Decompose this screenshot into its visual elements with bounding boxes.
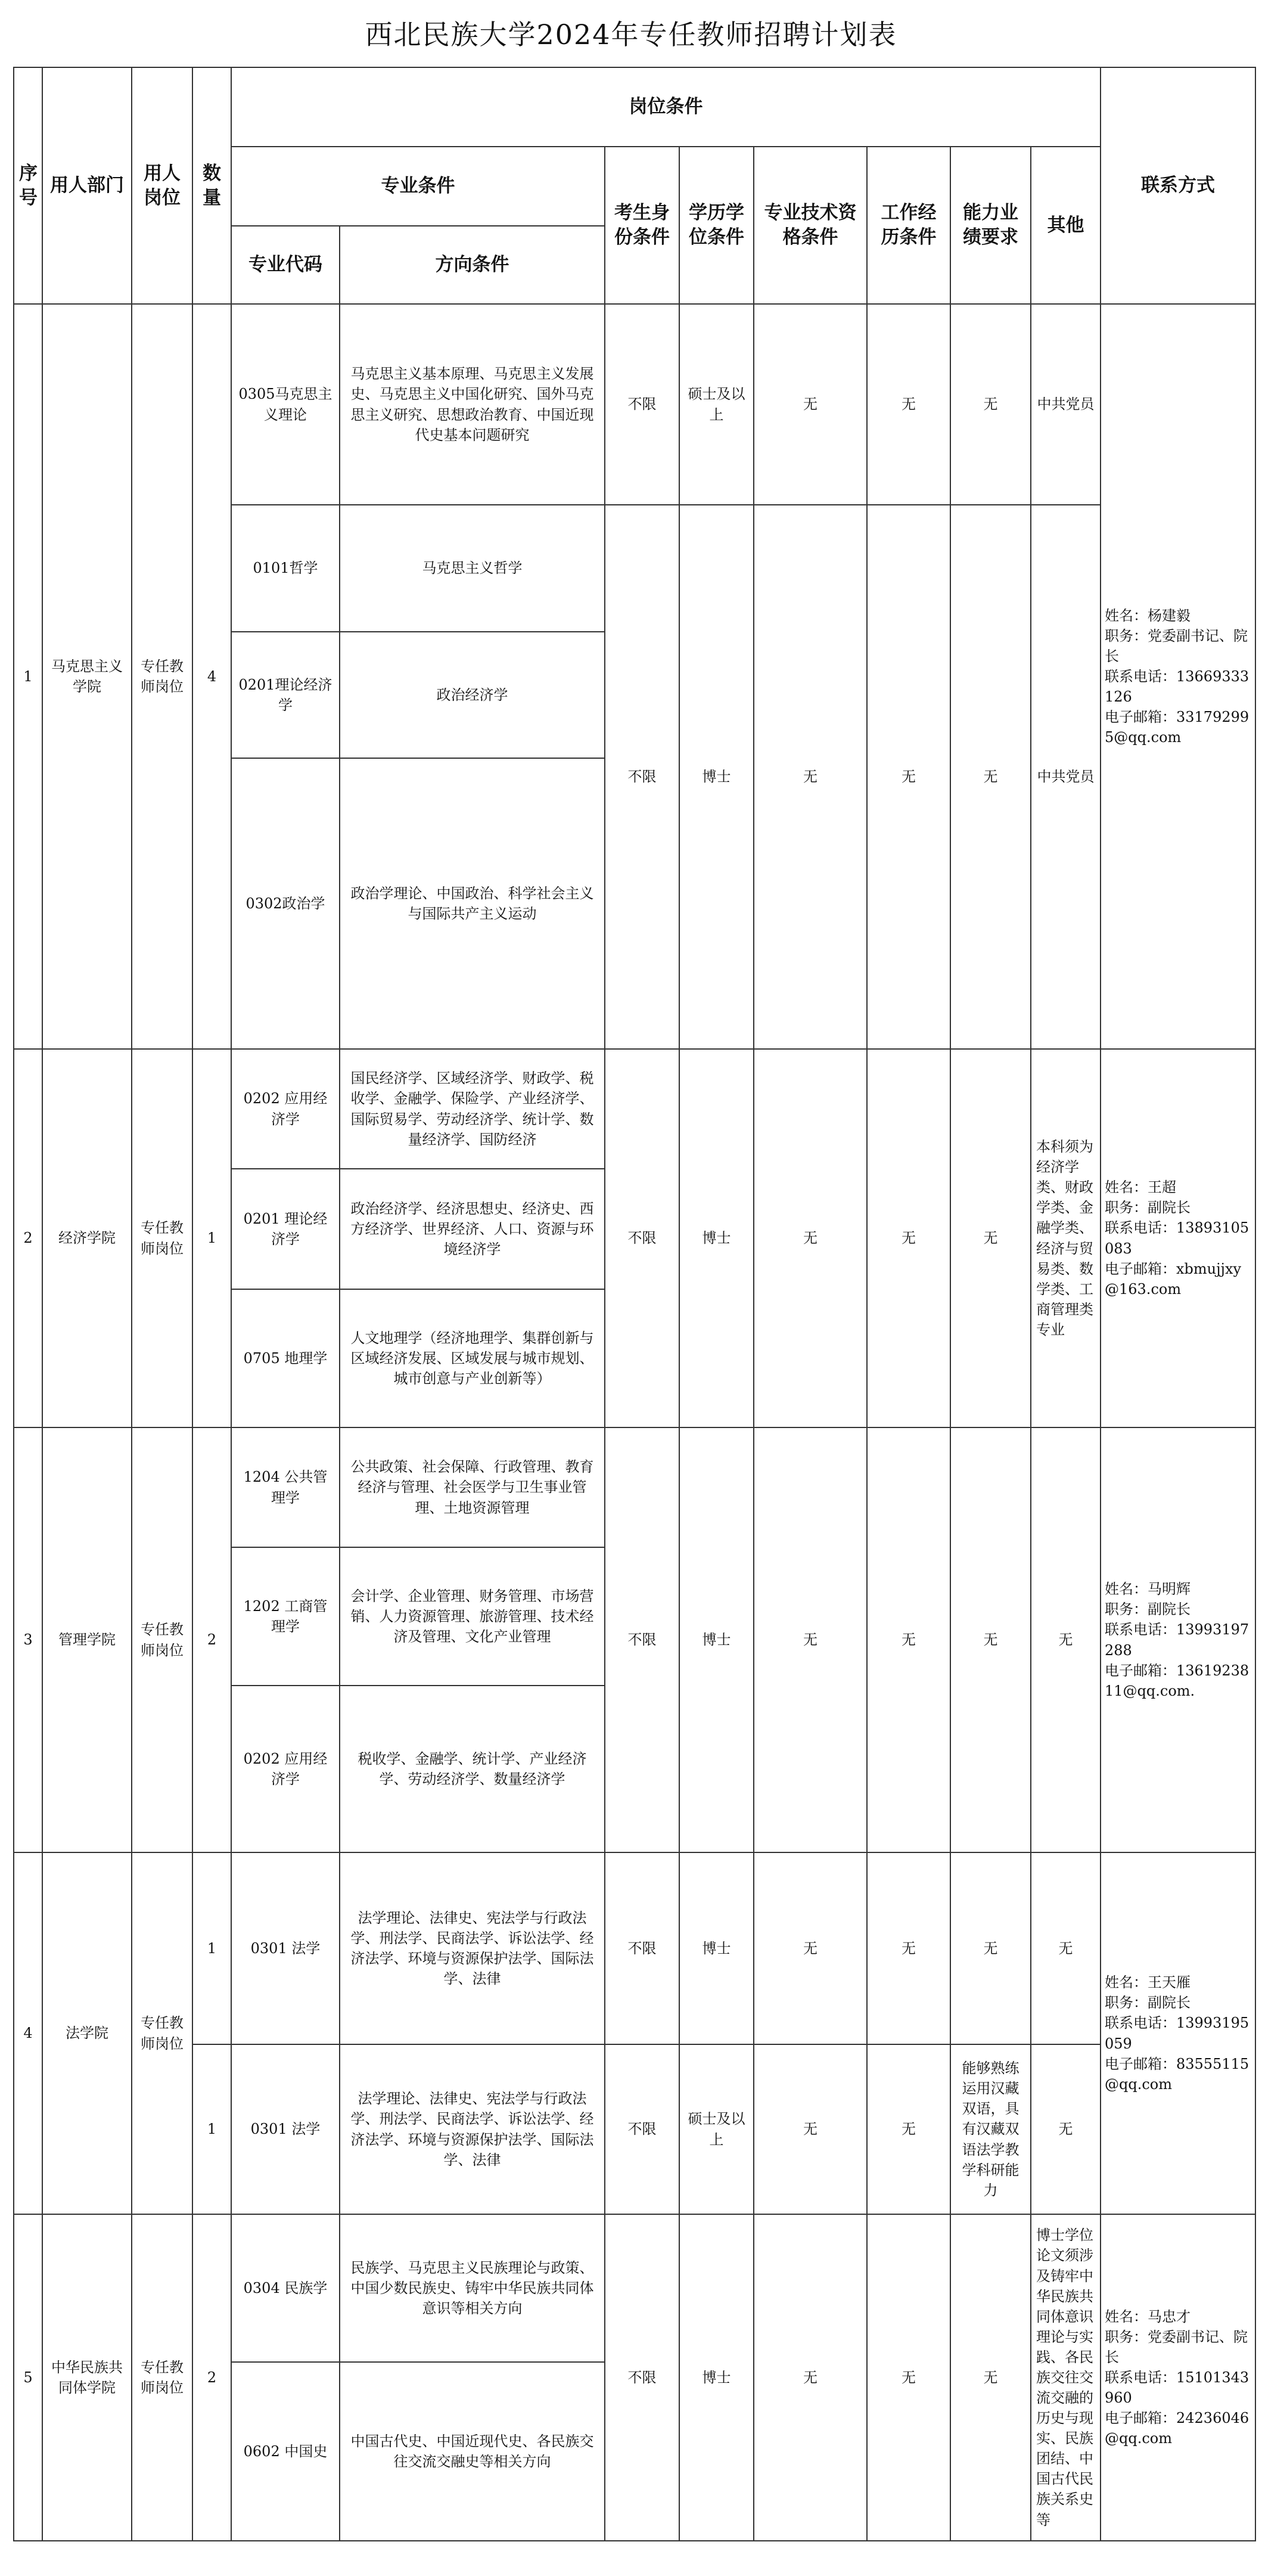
contact-name: 姓名：马明辉: [1105, 1581, 1190, 1598]
row-qty: 1: [192, 1049, 231, 1427]
row-code: 0201理论经济学: [231, 632, 340, 758]
row-direction: 政治经济学、经济思想史、经济史、西方经济学、世界经济、人口、资源与环境经济学: [340, 1169, 605, 1289]
contact-phone: 联系电话：13669333126: [1105, 668, 1249, 706]
row-post: 专任教师岗位: [132, 1427, 192, 1852]
row-contact: [1101, 1852, 1255, 2214]
header-conditions: 岗位条件: [231, 67, 1101, 147]
row-ability: 无: [950, 1852, 1031, 2044]
row-code: 0305马克思主义理论: [231, 304, 340, 505]
row-post: 专任教师岗位: [132, 2214, 192, 2541]
row-code: 0301 法学: [231, 1852, 340, 2044]
contact-email: 电子邮箱：83555115@qq.com: [1105, 2055, 1249, 2093]
row-code: 0705 地理学: [231, 1289, 340, 1427]
row-work: 无: [867, 505, 950, 1049]
row-other: 本科须为经济学类、财政学类、金融学类、经济与贸易类、数学类、工商管理类专业: [1031, 1049, 1101, 1427]
row-other: 无: [1031, 2044, 1101, 2214]
row-code: 0201 理论经济学: [231, 1169, 340, 1289]
row-seq: 1: [14, 304, 42, 1049]
contact-name: 姓名：马忠才: [1105, 2308, 1190, 2325]
row-work: 无: [867, 304, 950, 505]
row-direction: 税收学、金融学、统计学、产业经济学、劳动经济学、数量经济学: [340, 1686, 605, 1852]
row-post: 专任教师岗位: [132, 1852, 192, 2214]
row-code: 0302政治学: [231, 758, 340, 1049]
header-tech: 专业技术资格条件: [754, 147, 867, 304]
row-seq: 2: [14, 1049, 42, 1427]
row-identity: 不限: [605, 1427, 679, 1852]
row-work: 无: [867, 1427, 950, 1852]
row-degree: 博士: [679, 1049, 754, 1427]
row-degree: 硕士及以上: [679, 2044, 754, 2214]
header-degree: 学历学位条件: [679, 147, 754, 304]
row-work: 无: [867, 1049, 950, 1427]
header-contact: 联系方式: [1101, 67, 1255, 304]
row-contact: [1101, 2214, 1255, 2541]
header-major: 专业条件: [231, 147, 605, 226]
contact-phone: 联系电话：13993197288: [1105, 1621, 1249, 1659]
header-code: 专业代码: [231, 226, 340, 304]
contact-name: 姓名：王天雁: [1105, 1974, 1190, 1991]
row-code: 0602 中国史: [231, 2362, 340, 2541]
header-post: 用人岗位: [132, 67, 192, 304]
row-dept: 法学院: [42, 1852, 132, 2214]
row-contact: [1101, 304, 1255, 1049]
row-contact: [1101, 1049, 1255, 1427]
row-seq: 5: [14, 2214, 42, 2541]
contact-phone: 联系电话：13893105083: [1105, 1219, 1249, 1257]
row-identity: 不限: [605, 1049, 679, 1427]
row-code: 1204 公共管理学: [231, 1427, 340, 1547]
row-qty: 1: [192, 1852, 231, 2044]
header-work: 工作经历条件: [867, 147, 950, 304]
row-direction: 中国古代史、中国近现代史、各民族交往交流交融史等相关方向: [340, 2362, 605, 2541]
header-seq: 序号: [14, 67, 42, 304]
row-identity: 不限: [605, 2044, 679, 2214]
row-identity: 不限: [605, 505, 679, 1049]
header-identity: 考生身份条件: [605, 147, 679, 304]
row-work: 无: [867, 2214, 950, 2541]
row-dept: 中华民族共同体学院: [42, 2214, 132, 2541]
row-direction: 马克思主义基本原理、马克思主义发展史、马克思主义中国化研究、国外马克思主义研究、思想政治教育、中国近现代史基本问题研究: [340, 304, 605, 505]
row-code: 0202 应用经济学: [231, 1049, 340, 1169]
contact-role: 职务：副院长: [1105, 1199, 1190, 1216]
row-direction: 国民经济学、区域经济学、财政学、税收学、金融学、保险学、产业经济学、国际贸易学、劳动经济学、统计学、数量经济学、国防经济: [340, 1049, 605, 1169]
row-direction: 人文地理学（经济地理学、集群创新与区域经济发展、区域发展与城市规划、城市创意与产业创新等）: [340, 1289, 605, 1427]
row-other: 中共党员: [1031, 505, 1101, 1049]
row-contact: [1101, 1427, 1255, 1852]
contact-role: 职务：副院长: [1105, 1601, 1190, 1618]
row-direction: 民族学、马克思主义民族理论与政策、中国少数民族史、铸牢中华民族共同体意识等相关方向: [340, 2214, 605, 2362]
contact-email: 电子邮箱：331792995@qq.com: [1105, 709, 1249, 746]
contact-phone: 联系电话：15101343960: [1105, 2369, 1249, 2407]
row-other: 中共党员: [1031, 304, 1101, 505]
row-identity: 不限: [605, 1852, 679, 2044]
row-dept: 经济学院: [42, 1049, 132, 1427]
contact-email: 电子邮箱：1361923811@qq.com.: [1105, 1662, 1249, 1699]
row-tech: 无: [754, 1049, 867, 1427]
row-tech: 无: [754, 304, 867, 505]
row-dept: 管理学院: [42, 1427, 132, 1852]
row-ability: 无: [950, 304, 1031, 505]
row-direction: 法学理论、法律史、宪法学与行政法学、刑法学、民商法学、诉讼法学、经济法学、环境与资源保护法学、国际法学、法律: [340, 2044, 605, 2214]
contact-email: 电子邮箱：24236046@qq.com: [1105, 2410, 1249, 2447]
row-seq: 3: [14, 1427, 42, 1852]
row-identity: 不限: [605, 2214, 679, 2541]
row-code: 0101哲学: [231, 505, 340, 632]
row-direction: 会计学、企业管理、财务管理、市场营销、人力资源管理、旅游管理、技术经济及管理、文化产业管理: [340, 1547, 605, 1686]
row-ability: 能够熟练运用汉藏双语，具有汉藏双语法学教学科研能力: [950, 2044, 1031, 2214]
contact-email: 电子邮箱：xbmujjxy@163.com: [1105, 1260, 1242, 1298]
row-tech: 无: [754, 505, 867, 1049]
row-other: 无: [1031, 1427, 1101, 1852]
row-other: 无: [1031, 1852, 1101, 2044]
row-post: 专任教师岗位: [132, 1049, 192, 1427]
row-tech: 无: [754, 1852, 867, 2044]
row-qty: 2: [192, 1427, 231, 1852]
row-other: 博士学位论文须涉及铸牢中华民族共同体意识理论与实践、各民族交往交流交融的历史与现实、民族团结、中国古代民族关系史等: [1031, 2214, 1101, 2541]
contact-name: 姓名：王超: [1105, 1179, 1176, 1196]
row-tech: 无: [754, 2044, 867, 2214]
row-degree: 博士: [679, 1852, 754, 2044]
row-work: 无: [867, 2044, 950, 2214]
row-degree: 博士: [679, 1427, 754, 1852]
header-qty: 数量: [192, 67, 231, 304]
row-qty: 4: [192, 304, 231, 1049]
contact-name: 姓名：杨建毅: [1105, 607, 1190, 624]
row-tech: 无: [754, 2214, 867, 2541]
row-seq: 4: [14, 1852, 42, 2214]
row-direction: 政治学理论、中国政治、科学社会主义与国际共产主义运动: [340, 758, 605, 1049]
contact-phone: 联系电话：13993195059: [1105, 2015, 1249, 2052]
row-direction: 政治经济学: [340, 632, 605, 758]
row-identity: 不限: [605, 304, 679, 505]
row-ability: 无: [950, 505, 1031, 1049]
row-work: 无: [867, 1852, 950, 2044]
row-code: 0304 民族学: [231, 2214, 340, 2362]
contact-role: 职务：副院长: [1105, 1994, 1190, 2012]
header-dept: 用人部门: [42, 67, 132, 304]
row-direction: 法学理论、法律史、宪法学与行政法学、刑法学、民商法学、诉讼法学、经济法学、环境与资源保护法学、国际法学、法律: [340, 1852, 605, 2044]
row-ability: 无: [950, 2214, 1031, 2541]
row-degree: 博士: [679, 505, 754, 1049]
recruitment-table: [13, 67, 1256, 2541]
row-code: 0301 法学: [231, 2044, 340, 2214]
row-direction: 马克思主义哲学: [340, 505, 605, 632]
row-code: 1202 工商管理学: [231, 1547, 340, 1686]
row-dept: 马克思主义学院: [42, 304, 132, 1049]
page-title: 西北民族大学2024年专任教师招聘计划表: [365, 18, 897, 51]
row-degree: 博士: [679, 2214, 754, 2541]
row-code: 0202 应用经济学: [231, 1686, 340, 1852]
header-other: 其他: [1031, 147, 1101, 304]
row-qty: 2: [192, 2214, 231, 2541]
row-direction: 公共政策、社会保障、行政管理、教育经济与管理、社会医学与卫生事业管理、土地资源管理: [340, 1427, 605, 1547]
row-ability: 无: [950, 1427, 1031, 1852]
row-tech: 无: [754, 1427, 867, 1852]
row-ability: 无: [950, 1049, 1031, 1427]
contact-role: 职务：党委副书记、院长: [1105, 2328, 1248, 2366]
contact-role: 职务：党委副书记、院长: [1105, 627, 1248, 665]
header-ability: 能力业绩要求: [950, 147, 1031, 304]
row-post: 专任教师岗位: [132, 304, 192, 1049]
row-qty: 1: [192, 2044, 231, 2214]
header-direction: 方向条件: [340, 226, 605, 304]
row-degree: 硕士及以上: [679, 304, 754, 505]
